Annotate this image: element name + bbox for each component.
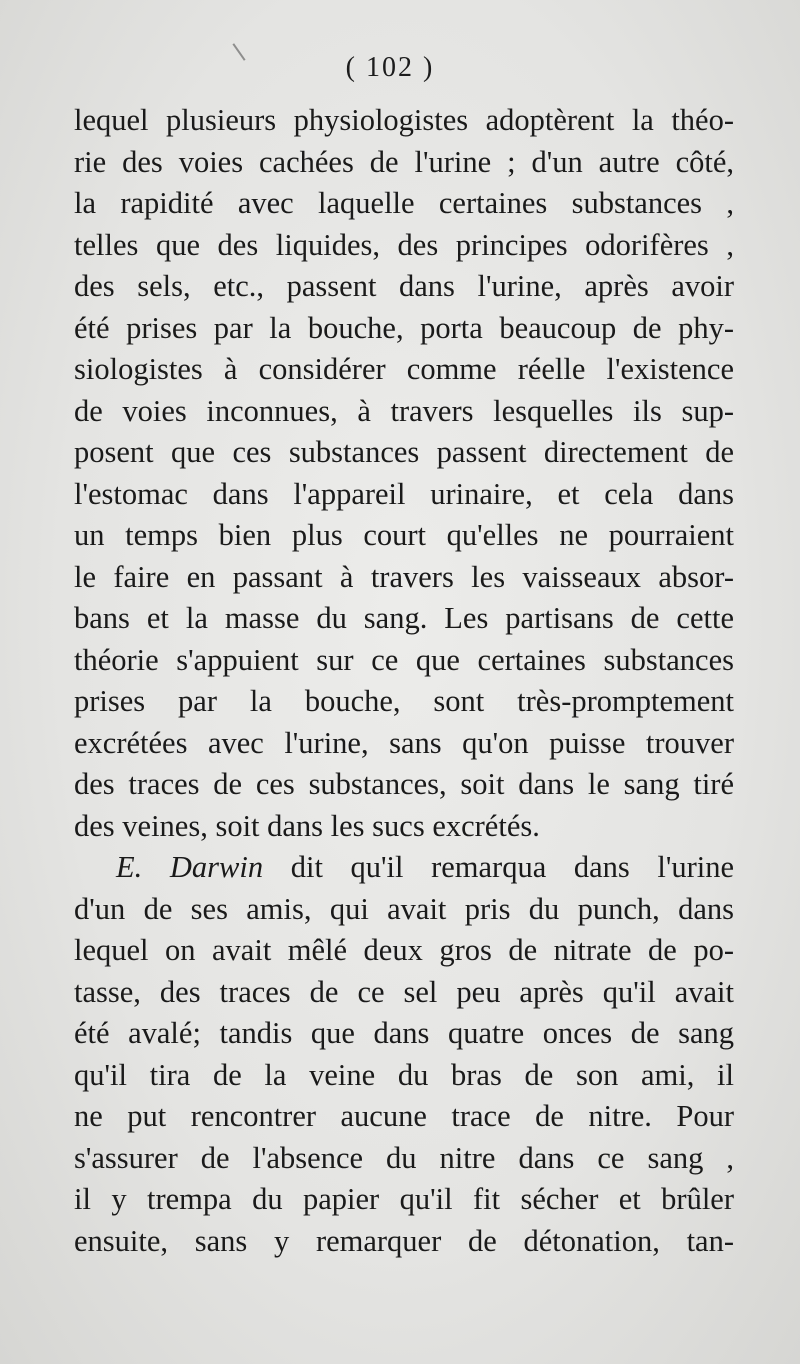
text-line: lequel on avait mêlé deux gros de nitrate de po- <box>74 933 734 967</box>
text-line: été prises par la bouche, porta beaucoup de phy- <box>74 310 734 345</box>
text-line: rie des voies cachées de l'urine ; d'un autre côté, <box>74 144 734 179</box>
text-line: tasse, des traces de ce sel peu après qu'il avait <box>74 974 734 1009</box>
text-line: lequel plusieurs physiologistes adoptèrent la théo- <box>74 103 734 137</box>
text-line: ne put rencontrer aucune trace de nitre. Pour <box>74 1099 734 1133</box>
text-line <box>74 847 734 889</box>
text-line: été avalé; tandis que dans quatre onces de sang <box>74 1016 734 1050</box>
text-line: excrétées avec l'urine, sans qu'on puisse trouver <box>74 725 734 760</box>
text-line: la rapidité avec laquelle certaines substances , <box>74 186 734 220</box>
paragraph-1 <box>74 100 734 847</box>
paragraph-2 <box>74 847 734 1262</box>
text-line: ensuite, sans y remarquer de détonation, tan- <box>74 1223 734 1258</box>
text-fragment: dit qu'il remarqua dans l'urine <box>290 850 735 884</box>
text-line: des sels, etc., passent dans l'urine, après avoir <box>74 269 734 303</box>
text-line: s'assurer de l'absence du nitre dans ce sang , <box>74 1140 734 1175</box>
text-line: des traces de ces substances, soit dans le sang tiré <box>74 767 734 801</box>
text-line: de voies inconnues, à travers lesquelles ils sup- <box>74 393 734 428</box>
text-line: telles que des liquides, des principes odorifères , <box>74 227 734 262</box>
text-line: bans et la masse du sang. Les partisans de cette <box>74 601 734 635</box>
text-line: qu'il tira de la veine du bras de son ami, il <box>74 1057 734 1092</box>
text-line: théorie s'appuient sur ce que certaines substances <box>74 642 734 677</box>
text-line: siologistes à considérer comme réelle l'existence <box>74 352 734 386</box>
text-line: un temps bien plus court qu'elles ne pourraient <box>74 518 734 552</box>
text-line: il y trempa du papier qu'il fit sécher et brûler <box>74 1182 734 1216</box>
text-line: des veines, soit dans les sucs excrétés. <box>74 808 540 843</box>
text-line: posent que ces substances passent directement de <box>74 435 734 469</box>
text-line: d'un de ses amis, qui avait pris du punch, dans <box>74 891 734 926</box>
body-text <box>74 100 734 1262</box>
text-line: prises par la bouche, sont très-promptement <box>74 684 734 718</box>
text-line: le faire en passant à travers les vaisseaux absor- <box>74 559 734 594</box>
author-name: E. Darwin <box>116 850 264 884</box>
page-number: ( 102 ) <box>345 52 435 83</box>
text-line: l'estomac dans l'appareil urinaire, et cela dans <box>74 476 734 511</box>
